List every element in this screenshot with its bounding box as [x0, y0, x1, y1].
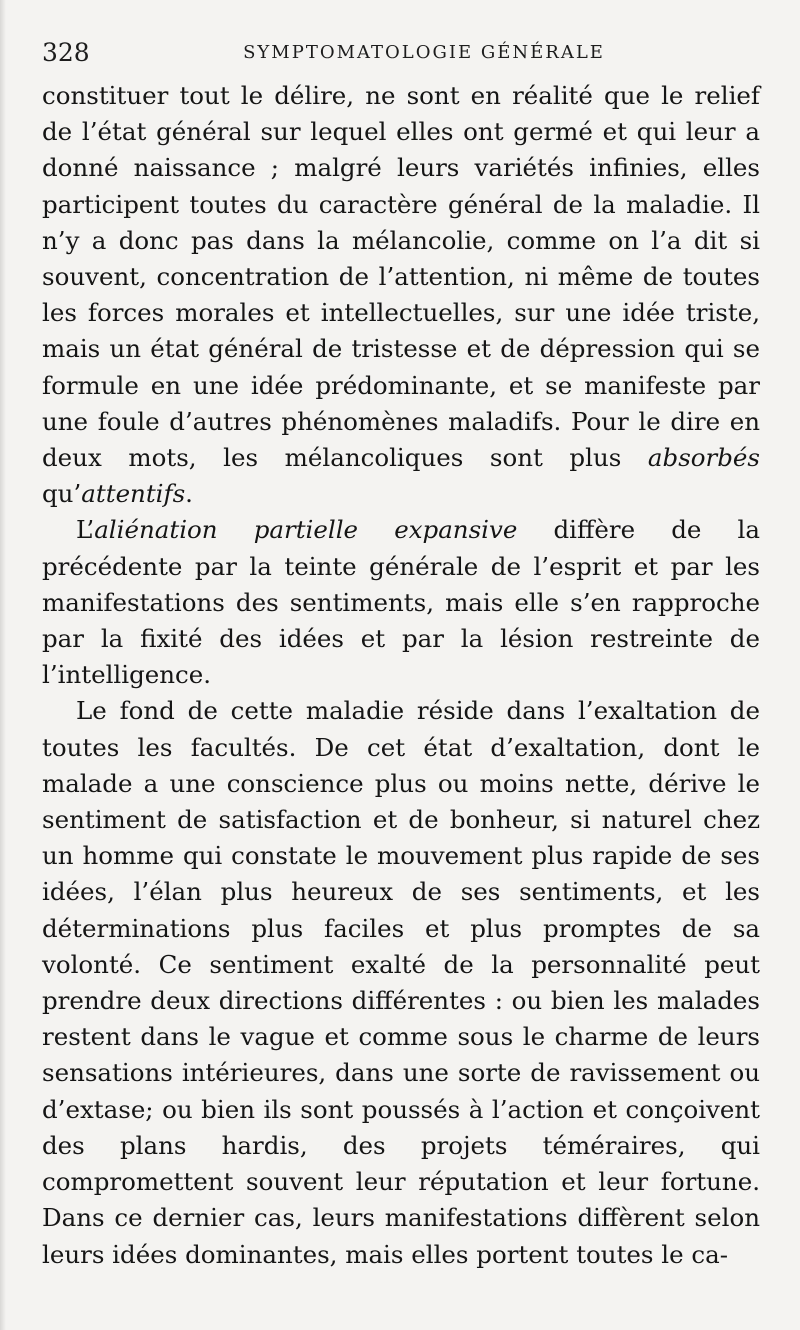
paragraph-3-text: Le fond de cette maladie réside dans l’exaltation de toutes les facultés. De cet état d’exaltation, dont le malade a une conscience plus ou moins nette, dérive le sentiment de satisfaction et de bonheur, si naturel chez un homme qui constate le mouvement plus rapide de ses idées, l’élan plus heureux de ses sentiments, et les déterminations plus faciles et plus promptes de sa volonté. Ce sentiment exalté de la personnalité peut prendre deux directions différentes : ou bien les malades restent dans le vague et comme sous le charme de leurs sensations intérieures, dans une sorte de ravissement ou d’extase; ou bien ils sont poussés à l’action et conçoivent des plans hardis, des projets téméraires, qui compromettent souvent leur réputation et leur fortune. Dans ce dernier cas, leurs manifestations diffèrent selon leurs idées dominantes, mais elles portent toutes le ca-	[42, 696, 760, 1269]
italic-alienation-partielle-expansive: aliénation partielle expansive	[94, 515, 518, 545]
paragraph-1-text: constituer tout le délire, ne sont en réalité que le relief de l’état général sur lequel elles ont germé et qui leur a donné naissance ; malgré leurs variétés infinies, elles participent toutes du caractère général de la maladie. Il n’y a donc pas dans la mélancolie, comme on l’a dit si souvent, concentration de l’attention, ni même de toutes les forces morales et intellectuelles, sur une idée triste, mais un état général de tristesse et de dépression qui se formule en une idée prédominante, et se manifeste par une foule d’autres phénomènes maladifs. Pour le dire en deux mots, les mélancoliques sont plus	[42, 81, 760, 473]
body-text	[42, 78, 760, 1273]
paragraph-2-start: L’	[76, 515, 95, 545]
paragraph-1	[42, 78, 760, 512]
page-number: 328	[42, 38, 90, 67]
paragraph-1-mid: qu’	[42, 479, 82, 509]
italic-absorbes: absorbés	[647, 443, 760, 473]
running-title: SYMPTOMATOLOGIE GÉNÉRALE	[243, 42, 605, 63]
paragraph-2	[42, 512, 760, 693]
page-header	[42, 36, 762, 70]
paragraph-1-end: .	[185, 479, 193, 509]
paragraph-3	[42, 693, 760, 1272]
italic-attentifs: attentifs	[81, 479, 186, 509]
paragraph-2-rest: diffère de la précédente par la teinte générale de l’esprit et par les manifestations des sentiments, mais elle s’en rapproche par la fixité des idées et par la lésion restreinte de l’intelligence.	[42, 515, 761, 690]
